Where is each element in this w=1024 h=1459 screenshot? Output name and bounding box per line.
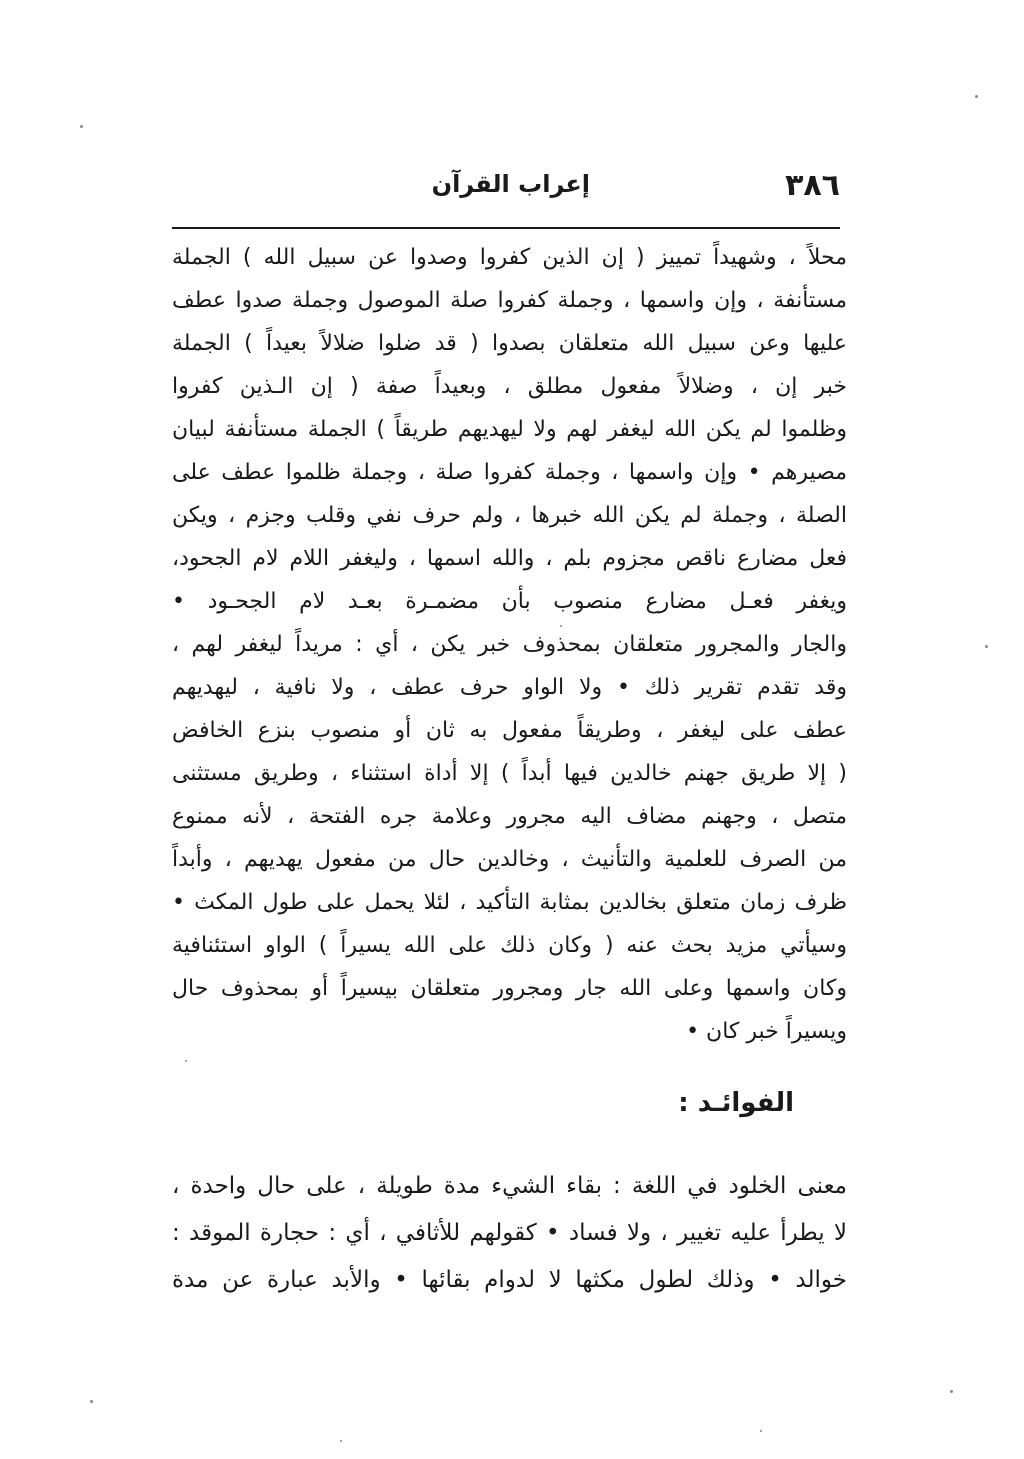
scan-speck [340,1440,342,1442]
text-line: عليها وعن سبيل الله متعلقان بصدوا ( قد ضلوا ضلالاً بعيداً ) الجملة [172,331,847,356]
scan-speck [760,1430,762,1432]
text-line: والجار والمجرور متعلقان بمحذوف خبر يكن ، أي : مريداً ليغفر لهم ، [172,632,847,657]
text-line: فعل مضارع ناقص مجزوم بلم ، والله اسمها ، وليغفر اللام لام الجحود، [172,546,847,571]
scan-speck [185,1060,187,1062]
text-line: محلاً ، وشهيداً تمييز ( إن الذين كفروا وصدوا عن سبيل الله ) الجملة [172,245,847,270]
scan-speck [975,95,978,98]
text-line: ( إلا طريق جهنم خالدين فيها أبداً ) إلا أداة استثناء ، وطريق مستثنى [172,761,847,786]
main-text [172,236,847,1053]
text-line: ويغفر فعـل مضارع منصوب بأن مضمـرة بعـد لام الجحـود • [172,589,847,614]
text-line: مصيرهم • وإن واسمها ، وجملة كفروا صلة ، وجملة ظلموا عطف على [172,460,847,485]
scan-speck [985,645,988,648]
scan-speck [80,125,83,128]
text-line: وقد تقدم تقرير ذلك • ولا الواو حرف عطف ، ولا نافية ، ليهديهم [172,675,847,700]
scan-speck [560,625,562,627]
header-divider [172,227,840,229]
benefits-text [172,1163,847,1304]
text-line: وسيأتي مزيد بحث عنه ( وكان ذلك على الله يسيراً ) الواو استئنافية [172,933,847,958]
text-line: ويسيراً خبر كان • [686,1019,847,1044]
text-line: معنى الخلود في اللغة : بقاء الشيء مدة طويلة ، على حال واحدة ، [172,1173,847,1199]
page-number: ٣٨٦ [785,168,840,203]
text-line: من الصرف للعلمية والتأنيث ، وخالدين حال من مفعول يهديهم ، وأبداً [172,847,847,872]
page-header [175,168,840,208]
text-line: عطف على ليغفر ، وطريقاً مفعول به ثان أو منصوب بنزع الخافض [172,718,847,743]
text-line: ظرف زمان متعلق بخالدين بمثابة التأكيد ، لئلا يحمل على طول المكث • [172,890,847,915]
running-title: إعراب القرآن [431,170,590,198]
text-line: خوالد • وذلك لطول مكثها لا لدوام بقائها • والأبد عبارة عن مدة [172,1267,847,1293]
text-line: الصلة ، وجملة لم يكن الله خبرها ، ولم حرف نفي وقلب وجزم ، ويكن [172,503,847,528]
text-line: وظلموا لم يكن الله ليغفر لهم ولا ليهديهم طريقاً ) الجملة مستأنفة لبيان [172,417,847,442]
section-heading-benefits: الفوائـد : [678,1088,794,1118]
text-line: متصل ، وجهنم مضاف اليه مجرور وعلامة جره الفتحة ، لأنه ممنوع [172,804,847,829]
text-line: مستأنفة ، وإن واسمها ، وجملة كفروا صلة الموصول وجملة صدوا عطف [172,288,847,313]
text-line: وكان واسمها وعلى الله جار ومجرور متعلقان بيسيراً أو بمحذوف حال [172,976,847,1001]
scan-speck [950,1390,953,1393]
scan-speck [90,1400,93,1403]
text-line: خبر إن ، وضلالاً مفعول مطلق ، وبعيداً صفة ( إن الـذين كفروا [172,374,847,399]
text-line: لا يطرأ عليه تغيير ، ولا فساد • كقولهم للأثافي ، أي : حجارة الموقد : [172,1220,847,1246]
